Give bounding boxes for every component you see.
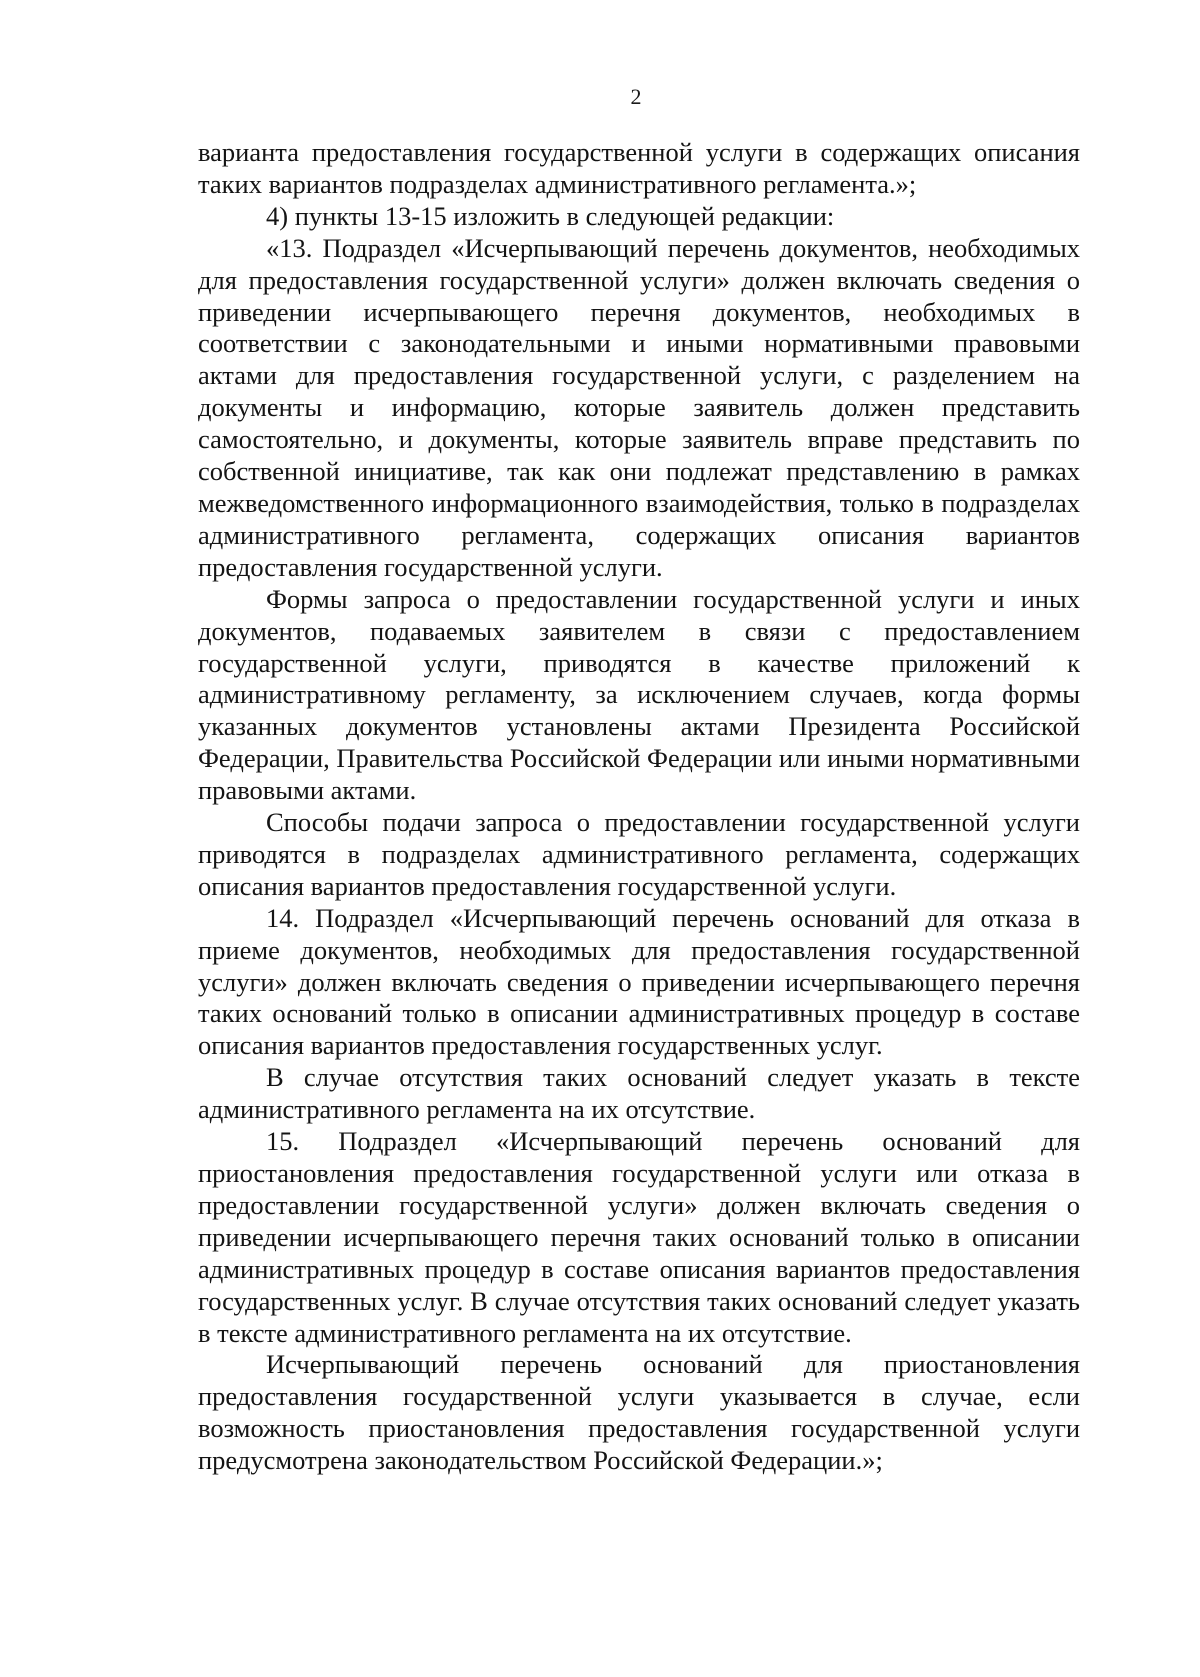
page-number: 2 (630, 84, 642, 109)
paragraph-continuation: варианта предоставления государственной услуги в содержащих описания таких вариантов подразделах административного регламента.»; (198, 137, 1080, 199)
paragraph-suspension-list: Исчерпывающий перечень оснований для приостановления предоставления государственной услуги указывается в случае, если возможность приостановления предоставления государственной услуги предусмотрена законодательством Российской Федерации.»; (198, 1349, 1080, 1476)
paragraph-point-15: 15. Подраздел «Исчерпывающий перечень оснований для приостановления предоставления государственной услуги или отказа в предоставлении государственной услуги» должен включать сведения о приведении исчерпывающего перечня таких оснований только в описании административных процедур в составе описания вариантов предоставления государственных услуг. В случае отсутствия таких оснований следует указать в тексте административного регламента на их отсутствие. (198, 1126, 1080, 1348)
paragraph-submission-methods: Способы подачи запроса о предоставлении государственной услуги приводятся в подразделах административного регламента, содержащих описания вариантов предоставления государственной услуги. (198, 807, 1080, 901)
paragraph-point-14: 14. Подраздел «Исчерпывающий перечень оснований для отказа в приеме документов, необходимых для предоставления государственной услуги» должен включать сведения о приведении исчерпывающего перечня таких оснований только в описании административных процедур в составе описания вариантов предоставления государственных услуг. (198, 902, 1080, 1061)
paragraph-point-13: «13. Подраздел «Исчерпывающий перечень документов, необходимых для предоставления государственной услуги» должен включать сведения о приведении исчерпывающего перечня документов, необходимых в соответствии с законодательными и иными нормативными правовыми актами для предоставления государственной услуги, с разделением на документы и информацию, которые заявитель должен представить самостоятельно, и документы, которые заявитель вправе представить по собственной инициативе, так как они подлежат представлению в рамках межведомственного информационного взаимодействия, только в подразделах административного регламента, содержащих описания вариантов предоставления государственной услуги. (198, 232, 1080, 582)
document-body (198, 137, 1080, 1477)
paragraph-request-forms: Формы запроса о предоставлении государственной услуги и иных документов, подаваемых заявителем в связи с предоставлением государственной услуги, приводятся в качестве приложений к административному регламенту, за исключением случаев, когда формы указанных документов установлены актами Президента Российской Федерации, Правительства Российской Федерации или иными нормативными правовыми актами. (198, 583, 1080, 806)
paragraph-item-4: 4) пункты 13-15 изложить в следующей редакции: (266, 200, 835, 231)
paragraph-absence-note: В случае отсутствия таких оснований следует указать в тексте административного регламента на их отсутствие. (198, 1062, 1080, 1125)
